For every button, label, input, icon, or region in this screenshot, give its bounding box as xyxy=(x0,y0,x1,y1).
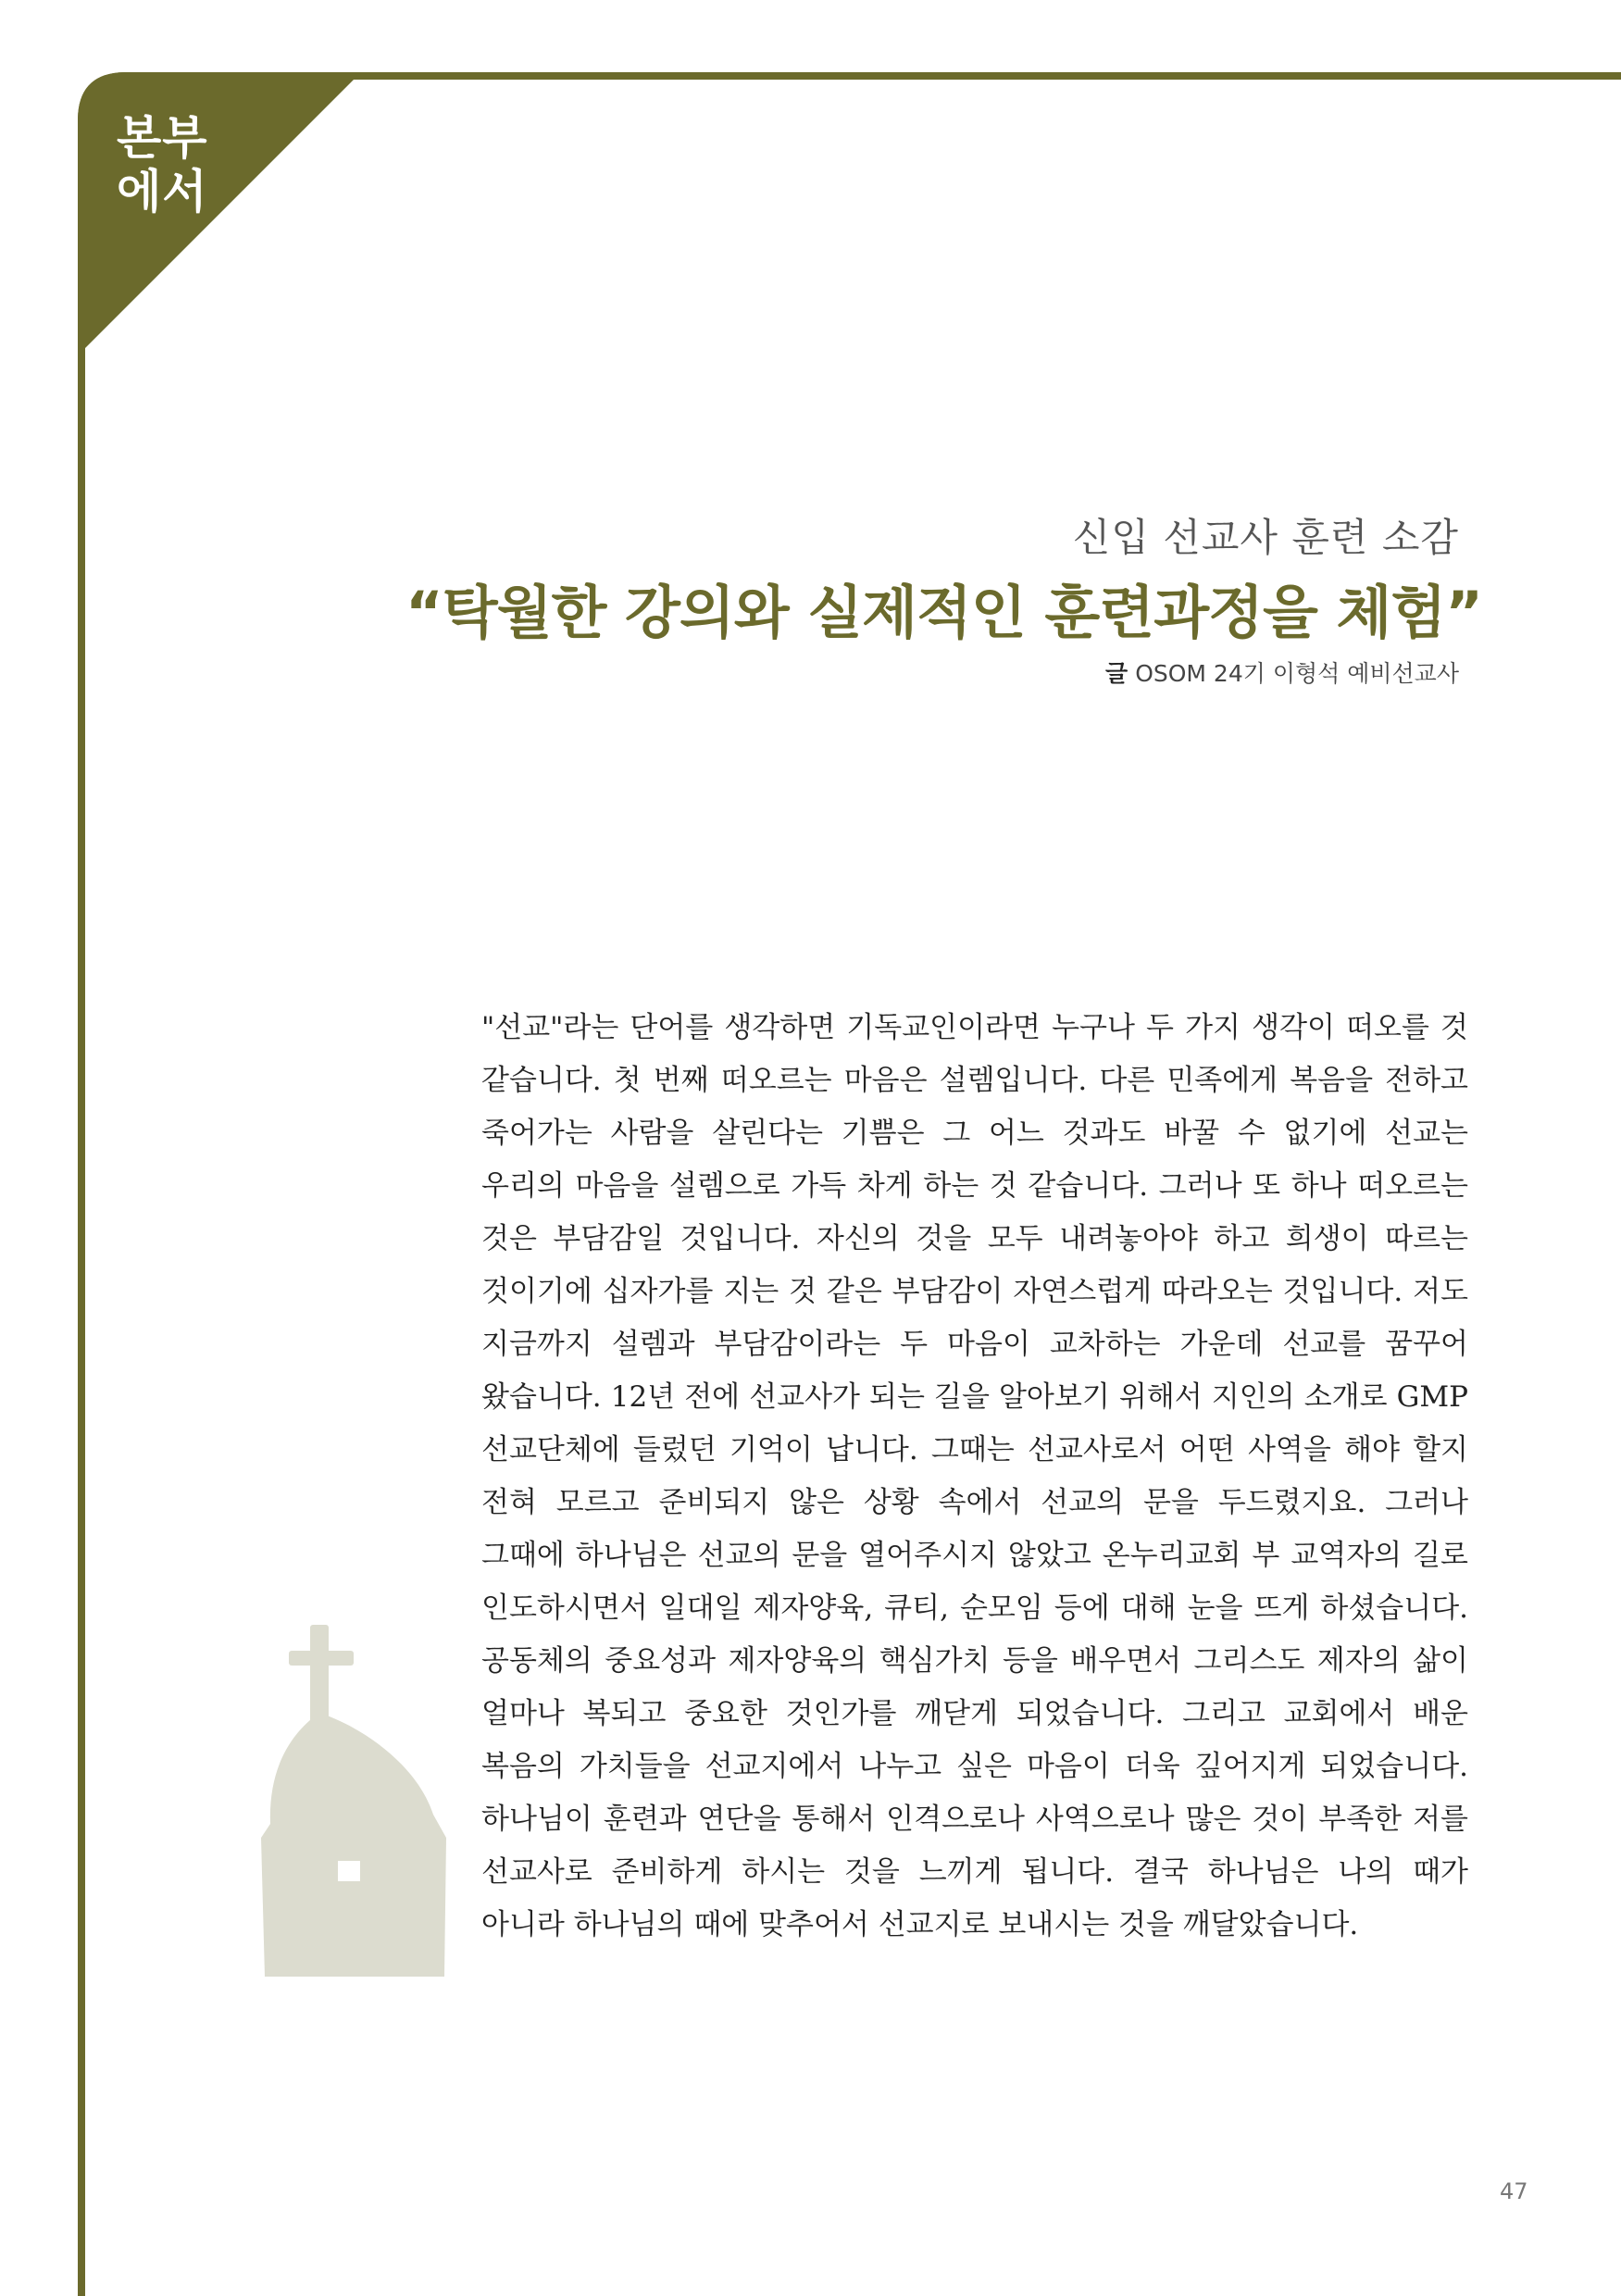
section-label-line2: 에서 xyxy=(117,165,208,218)
byline-author: OSOM 24기 이형석 예비선교사 xyxy=(1135,660,1459,687)
article-byline xyxy=(1105,655,1459,689)
page-number: 47 xyxy=(1500,2178,1528,2204)
article-subtitle: 신입 선교사 훈련 소감 xyxy=(1072,515,1459,560)
article-title: “탁월한 강의와 실제적인 훈련과정을 체험” xyxy=(405,579,1482,646)
article-body: "선교"라는 단어를 생각하면 기독교인이라면 누구나 두 가지 생각이 떠오를 것 같습니다. 첫 번째 떠오르는 마음은 설렘입니다. 다른 민족에게 복음을 전하고 죽어가는 사람을 살린다는 기쁨은 그 어느 것과도 바꿀 수 없기에 선교는 우리의 마음을 설렘으로 가득 차게 하는 것 같습니다. 그러나 또 하나 떠오르는 것은 부담감일 것입니다. 자신의 것을 모두 내려놓아야 하고 희생이 따르는 것이기에 십자가를 지는 것 같은 부담감이 자연스럽게 따라오는 것입니다. 저도 지금까지 설렘과 부담감이라는 두 마음이 교차하는 가운데 선교를 꿈꾸어 왔습니다. 12년 전에 선교사가 되는 길을 알아보기 위해서 지인의 소개로 GMP 선교단체에 들렀던 기억이 납니다. 그때는 선교사로서 어떤 사역을 해야 할지 전혀 모르고 준비되지 않은 상황 속에서 선교의 문을 두드렸지요. 그러나 그때에 하나님은 선교의 문을 열어주시지 않았고 온누리교회 부 교역자의 길로 인도하시면서 일대일 제자양육, 큐티, 순모임 등에 대해 눈을 뜨게 하셨습니다. 공동체의 중요성과 제자양육의 핵심가치 등을 배우면서 그리스도 제자의 삶이 얼마나 복되고 중요한 것인가를 깨닫게 되었습니다. 그리고 교회에서 배운 복음의 가치들을 선교지에서 나누고 싶은 마음이 더욱 깊어지게 되었습니다. 하나님이 훈련과 연단을 통해서 인격으로나 사역으로나 많은 것이 부족한 저를 선교사로 준비하게 하시는 것을 느끼게 됩니다. 결국 하나님은 나의 때가 아니라 하나님의 때에 맞추어서 선교지로 보내시는 것을 깨달았습니다. xyxy=(481,1011,1468,1941)
section-label xyxy=(117,111,265,218)
byline-prefix: 글 xyxy=(1105,660,1128,687)
church-illustration-icon xyxy=(259,1625,449,1977)
section-label-line1: 본부 xyxy=(117,111,208,165)
